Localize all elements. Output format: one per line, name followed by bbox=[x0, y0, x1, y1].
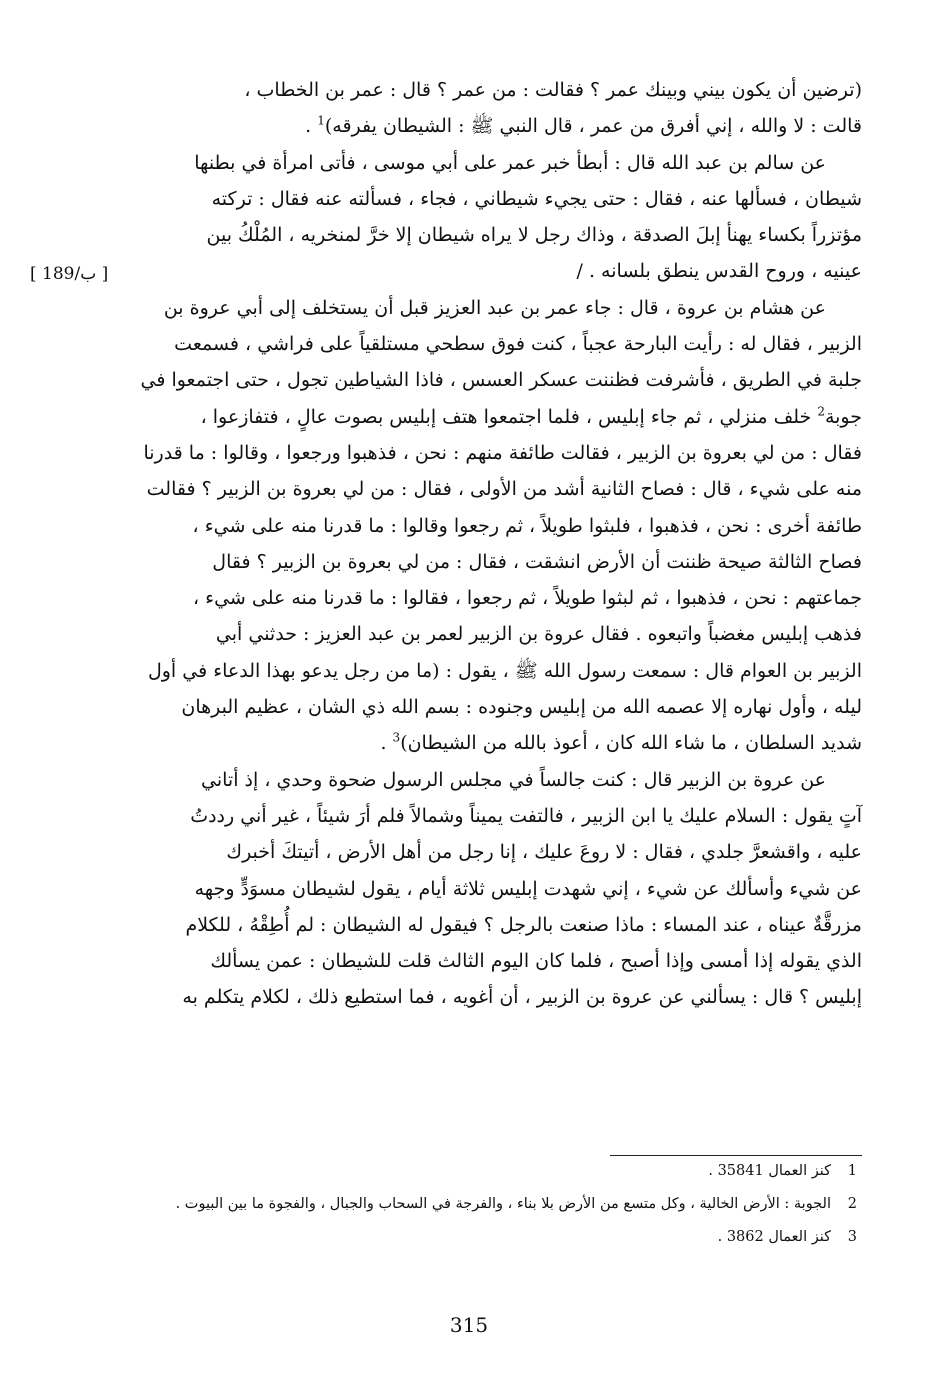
footnote-separator bbox=[610, 1155, 862, 1156]
line-text: جلبة في الطريق ، فأشرفت فظننت عسكر العسس ، فاذا الشياطين تجول ، حتى اجتمعوا في bbox=[140, 369, 862, 392]
text-line bbox=[120, 798, 862, 834]
paragraph bbox=[120, 145, 862, 290]
footnote-number: 1 bbox=[847, 1163, 857, 1179]
footnotes bbox=[130, 1158, 857, 1257]
line-text: جوبة bbox=[824, 405, 862, 428]
text-line bbox=[120, 326, 862, 362]
line-text: مزرقَّةٌ عيناه ، عند المساء : ماذا صنعت بالرجل ؟ فيقول له الشيطان : لم أُطِقْهُ ، للكلام bbox=[185, 913, 862, 936]
text-line bbox=[120, 653, 862, 689]
text-line bbox=[120, 762, 862, 798]
text-line bbox=[120, 725, 862, 761]
text-line bbox=[120, 362, 862, 398]
line-text: عن شيء وأسألك عن شيء ، إني شهدت إبليس ثلاثة أيام ، يقول لشيطان مسوَدٍّ وجهه bbox=[194, 877, 862, 900]
line-text: عينيه ، وروح القدس ينطق بلسانه . / bbox=[576, 260, 862, 283]
text-line bbox=[120, 580, 862, 616]
text-line bbox=[120, 145, 862, 181]
line-text: فقال : من لي بعروة بن الزبير ، فقالت طائفة منهم : نحن ، فذهبوا ورجعوا ، وقالوا : ما قدرنا bbox=[143, 441, 862, 464]
line-text: إبليس ؟ قال : يسألني عن عروة بن الزبير ، أن أغويه ، فما استطيع ذلك ، لكلام يتكلم به bbox=[182, 986, 862, 1009]
footnote bbox=[130, 1191, 857, 1217]
footnote bbox=[130, 1224, 857, 1250]
line-text-after: خلف منزلي ، ثم جاء إبليس ، فلما اجتمعوا هتف إبليس بصوت عالٍ ، فتفازعوا ، bbox=[200, 405, 818, 428]
line-text: عليه ، واقشعرَّ جلدي ، فقال : لا روعَ عليك ، إنا رجل من أهل الأرض ، أتيتكَ أخبرك bbox=[226, 841, 862, 864]
main-text bbox=[120, 72, 862, 1016]
text-line bbox=[120, 508, 862, 544]
footnote-text: الجوبة : الأرض الخالية ، وكل متسع من الأرض بلا بناء ، والفرجة في السحاب والجبال ، والفجوة ما بين البيوت . bbox=[175, 1196, 831, 1212]
line-text-after: . bbox=[380, 732, 393, 755]
footnote-number: 3 bbox=[847, 1229, 857, 1245]
text-line bbox=[120, 72, 862, 108]
text-line bbox=[120, 979, 862, 1015]
line-text-after: . bbox=[305, 115, 318, 138]
text-line bbox=[120, 834, 862, 870]
paragraph bbox=[120, 762, 862, 1016]
line-text: مؤتزراً بكساء يهنأ إبلَ الصدقة ، وذاك رجل لا يراه شيطان إلا خرَّ لمنخريه ، المُلْكُ بين bbox=[206, 224, 862, 247]
text-line bbox=[120, 217, 862, 253]
text-line bbox=[120, 544, 862, 580]
footnote bbox=[130, 1158, 857, 1184]
line-text: شيطان ، فسألها عنه ، فقال : حتى يجيء شيطاني ، فجاء ، فسألته عنه فقال : تركته bbox=[211, 187, 862, 210]
footnote-number: 2 bbox=[847, 1196, 857, 1212]
text-line bbox=[120, 689, 862, 725]
text-line bbox=[120, 399, 862, 435]
folio-marker: [ 189/ب ] bbox=[30, 264, 109, 284]
line-text: عن عروة بن الزبير قال : كنت جالساً في مجلس الرسول ضحوة وحدي ، إذ أتاني bbox=[201, 768, 826, 791]
paragraph bbox=[120, 72, 862, 145]
footnote-reference: 2 bbox=[817, 404, 825, 419]
line-text: الذي يقوله إذا أمسى وإذا أصبح ، فلما كان اليوم الثالث قلت للشيطان : عمن يسألك bbox=[210, 950, 862, 973]
footnote-text: كنز العمال 3862 . bbox=[717, 1229, 831, 1245]
text-line bbox=[120, 253, 862, 289]
text-line bbox=[120, 616, 862, 652]
text-line bbox=[120, 943, 862, 979]
line-text: (ترضين أن يكون بيني وبينك عمر ؟ فقالت : من عمر ؟ قال : عمر بن الخطاب ، bbox=[244, 79, 862, 101]
text-line bbox=[120, 290, 862, 326]
text-line bbox=[120, 435, 862, 471]
line-text: الزبير بن العوام قال : سمعت رسول الله ﷺ ، يقول : (ما من رجل يدعو بهذا الدعاء في أول bbox=[147, 659, 862, 682]
line-text: فذهب إبليس مغضباً واتبعوه . فقال عروة بن الزبير لعمر بن عبد العزيز : حدثني أبي bbox=[215, 623, 862, 646]
footnote-reference: 3 bbox=[392, 731, 401, 746]
line-text: منه على شيء ، قال : فصاح الثانية أشد من الأولى ، فقال : من لي بعروة بن الزبير ؟ فقالت bbox=[146, 478, 862, 501]
line-text: طائفة أخرى : نحن ، فذهبوا ، فلبثوا طويلاً ، ثم رجعوا وقالوا : ما قدرنا منه على شيء ، bbox=[192, 514, 862, 537]
line-text: آتٍ يقول : السلام عليك يا ابن الزبير ، فالتفت يميناً وشمالاً فلم أرَ شيئاً ، غير أني رددتُ bbox=[190, 804, 862, 827]
line-text: ليله ، وأول نهاره إلا عصمه الله من إبليس وجنوده : بسم الله ذي الشان ، عظيم البرهان bbox=[181, 696, 862, 719]
footnote-text: كنز العمال 35841 . bbox=[708, 1163, 831, 1179]
line-text: عن هشام بن عروة ، قال : جاء عمر بن عبد العزيز قبل أن يستخلف إلى أبي عروة بن bbox=[163, 296, 826, 319]
line-text: شديد السلطان ، ما شاء الله كان ، أعوذ بالله من الشيطان) bbox=[400, 732, 862, 755]
footnote-reference: 1 bbox=[317, 113, 325, 128]
text-line bbox=[120, 871, 862, 907]
line-text: الزبير ، فقال له : رأيت البارحة عجباً ، كنت فوق سطحي مستلقياً على فراشي ، فسمعت bbox=[174, 333, 862, 356]
paragraph bbox=[120, 290, 862, 762]
line-text: جماعتهم : نحن ، فذهبوا ، ثم لبثوا طويلاً ، ثم رجعوا ، فقالوا : ما قدرنا منه على شيء ، bbox=[192, 587, 862, 610]
text-line bbox=[120, 907, 862, 943]
text-line bbox=[120, 181, 862, 217]
line-text: عن سالم بن عبد الله قال : أبطأ خبر عمر على أبي موسى ، فأتى امرأة في بطنها bbox=[194, 151, 826, 174]
page-number: 315 bbox=[449, 1313, 489, 1337]
text-line bbox=[120, 471, 862, 507]
line-text: فصاح الثالثة صيحة ظننت أن الأرض انشقت ، فقال : من لي بعروة بن الزبير ؟ فقال bbox=[212, 550, 862, 573]
text-line bbox=[120, 108, 862, 144]
line-text: قالت : لا والله ، إني أفرق من عمر ، قال النبي ﷺ : الشيطان يفرقه) bbox=[324, 115, 862, 138]
